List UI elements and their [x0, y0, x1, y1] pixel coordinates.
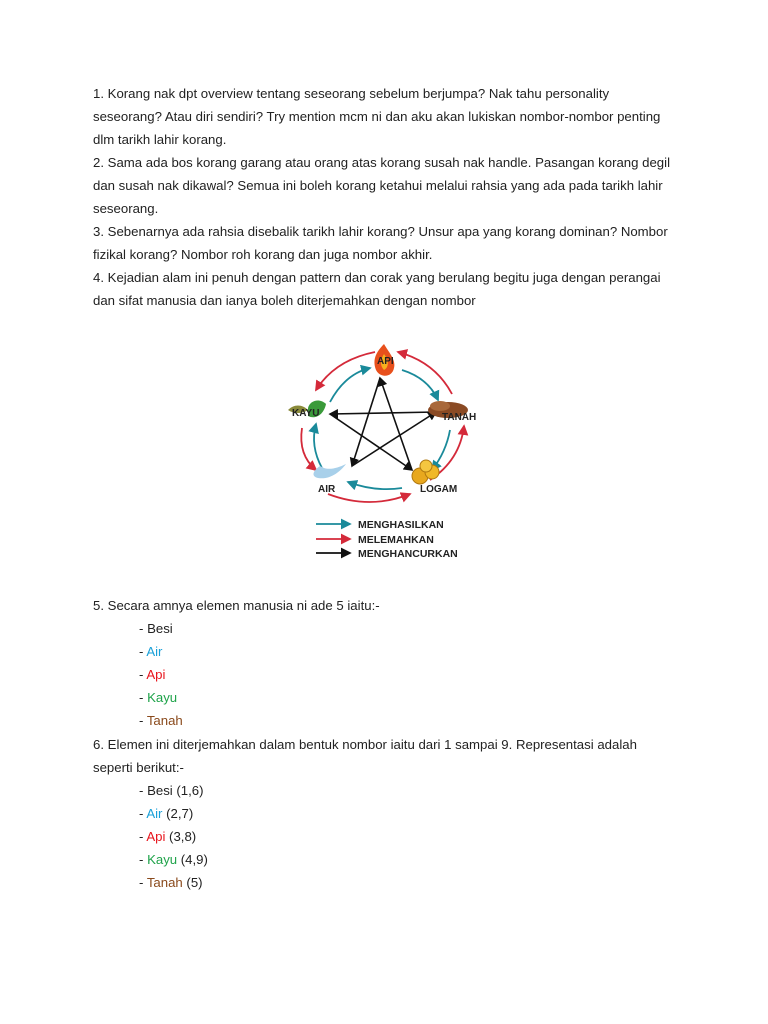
legend-destroy: MENGHANCURKAN — [358, 548, 458, 560]
produce-arrow — [314, 424, 322, 468]
produce-arrow — [402, 370, 438, 400]
list-dash: - — [139, 783, 148, 798]
element-numbers: (2,7) — [162, 806, 194, 821]
water-icon — [314, 464, 346, 478]
paragraph-3: 3. Sebenarnya ada rahsia disebalik tarikh lahir korang? Unsur apa yang korang dominan? Nombor fizikal korang? Nombor roh korang dan juga nombor akhir. — [93, 224, 668, 262]
list-item — [139, 779, 208, 802]
list-item — [139, 617, 183, 640]
list-item — [139, 825, 208, 848]
destroy-star — [330, 378, 436, 470]
list-dash: - — [139, 621, 148, 636]
list-dash: - — [139, 875, 147, 890]
label-api: API — [377, 356, 394, 367]
list-item — [139, 709, 183, 732]
list-dash: - — [139, 713, 147, 728]
paragraph-4: 4. Kejadian alam ini penuh dengan pattern dan corak yang berulang begitu juga dengan perangai dan sifat manusia dan ianya boleh diterjemahkan dengan nombor — [93, 270, 661, 308]
element-name: Tanah — [146, 713, 183, 728]
element-name: Air — [146, 806, 163, 821]
element-numbers: (1,6) — [172, 783, 204, 798]
list-dash: - — [139, 852, 148, 867]
elements-list — [139, 617, 183, 732]
produce-arrow — [330, 368, 370, 402]
element-name: Api — [146, 829, 166, 844]
element-numbers: (4,9) — [177, 852, 208, 867]
label-tanah: TANAH — [442, 412, 477, 423]
produce-arrow — [348, 482, 402, 489]
paragraph-2: 2. Sama ada bos korang garang atau orang atas korang susah nak handle. Pasangan korang degil dan susah nak dikawal? Semua ini boleh korang ketahui melalui rahsia yang ada pada tarikh lahir seseorang. — [93, 155, 670, 216]
legend-weaken: MELEMAHKAN — [358, 534, 434, 546]
list-dash: - — [139, 644, 147, 659]
label-kayu: KAYU — [292, 408, 320, 419]
list-dash: - — [139, 829, 147, 844]
list-dash: - — [139, 667, 147, 682]
element-name: Kayu — [147, 852, 178, 867]
list-item — [139, 663, 183, 686]
element-numbers: (5) — [182, 875, 203, 890]
list-dash: - — [139, 806, 147, 821]
element-numbers-list — [139, 779, 208, 894]
legend-produce: MENGHASILKAN — [358, 519, 444, 531]
element-name: Besi — [147, 783, 173, 798]
element-name: Kayu — [147, 690, 178, 705]
metal-icon — [412, 460, 439, 484]
label-logam: LOGAM — [420, 484, 458, 495]
list-dash: - — [139, 690, 148, 705]
label-air: AIR — [318, 484, 336, 495]
paragraph-5: 5. Secara amnya elemen manusia ni ade 5 iaitu:- — [93, 598, 380, 613]
element-name: Air — [146, 644, 163, 659]
paragraph-6: 6. Elemen ini diterjemahkan dalam bentuk nombor iaitu dari 1 sampai 9. Representasi adalah seperti berikut:- — [93, 737, 637, 775]
weaken-arrow — [398, 352, 452, 394]
list-item — [139, 871, 208, 894]
list-item — [139, 640, 183, 663]
list-item — [139, 848, 208, 871]
paragraph-1: 1. Korang nak dpt overview tentang seseorang sebelum berjumpa? Nak tahu personality seseorang? Atau diri sendiri? Try mention mcm ni dan aku akan lukiskan nombor-nombor penting dlm tarikh lahir korang. — [93, 86, 661, 147]
weaken-arrow — [328, 494, 410, 502]
element-name: Api — [146, 667, 166, 682]
element-name: Besi — [147, 621, 173, 636]
element-numbers: (3,8) — [165, 829, 197, 844]
list-item — [139, 686, 183, 709]
weaken-arrow — [316, 352, 375, 390]
five-elements-diagram — [280, 330, 490, 570]
element-name: Tanah — [146, 875, 183, 890]
list-item — [139, 802, 208, 825]
